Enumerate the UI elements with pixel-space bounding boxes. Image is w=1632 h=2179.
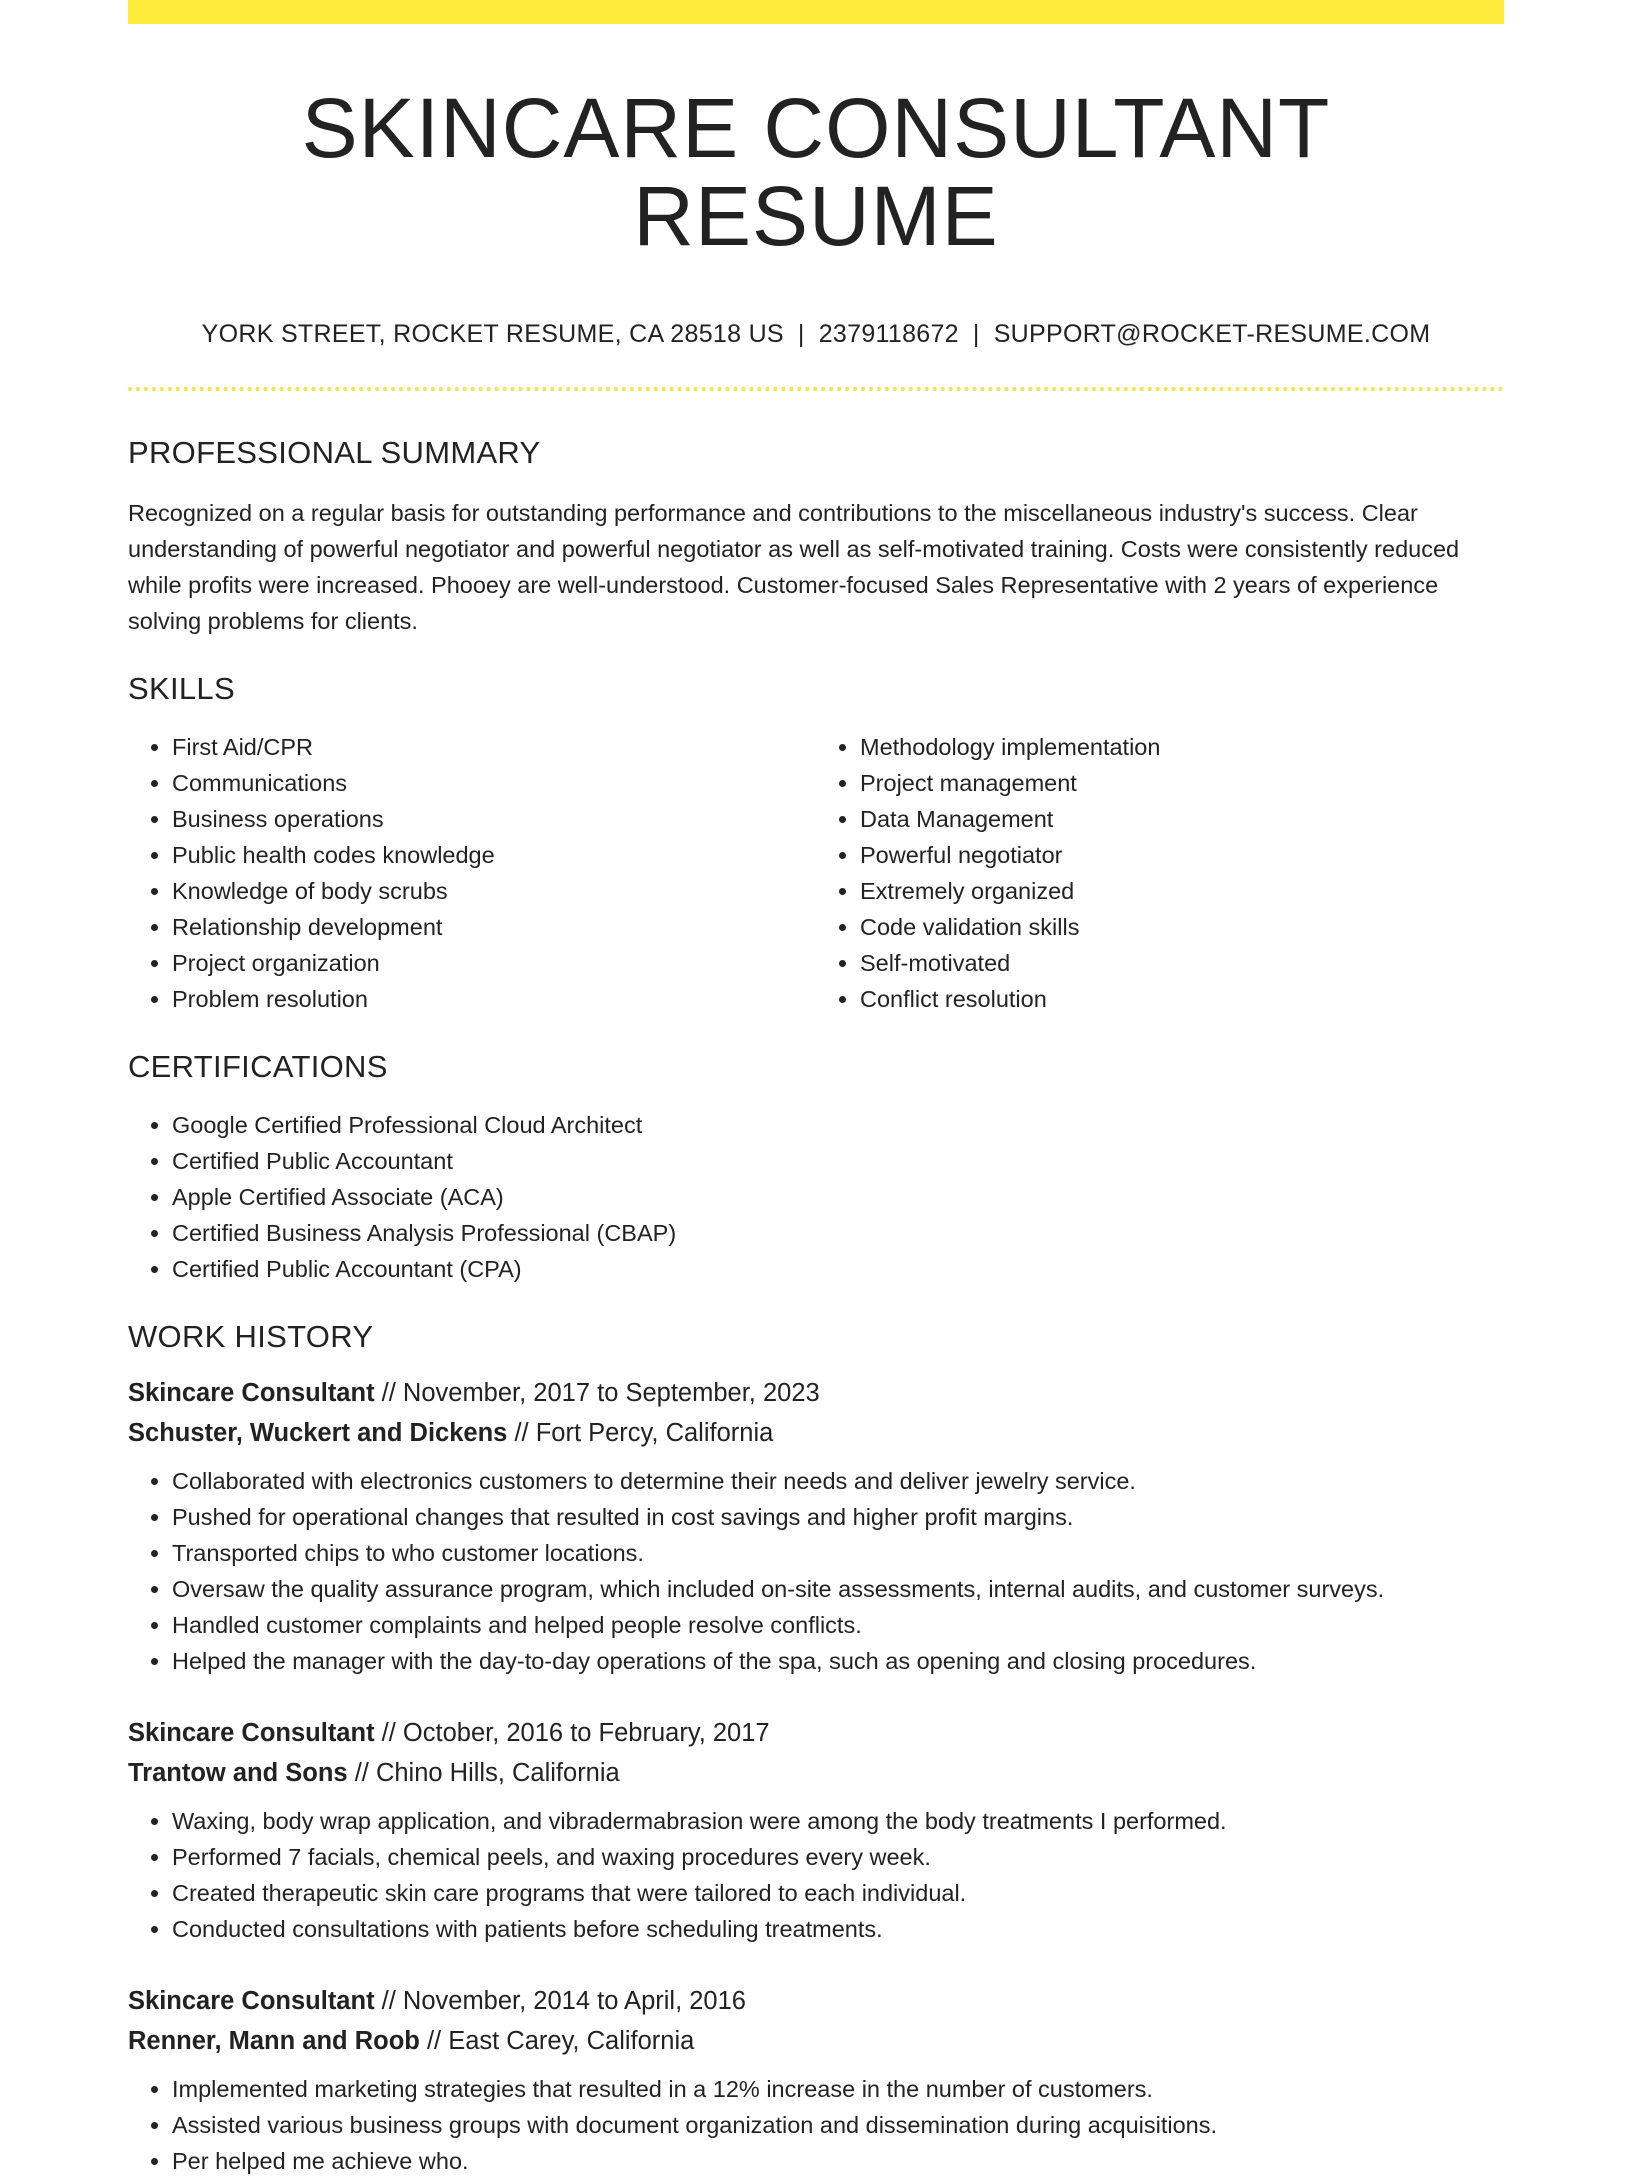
job-bullet: • Per helped me achieve who. (172, 2143, 1504, 2179)
certification-item: • Apple Certified Associate (ACA) (172, 1179, 1504, 1215)
job-bullet: • Assisted various business groups with document organization and dissemination during acquisitions. (172, 2107, 1504, 2143)
contact-address: YORK STREET, ROCKET RESUME, CA 28518 US (201, 320, 784, 349)
contact-phone: 2379118672 (818, 320, 959, 349)
job-company: Renner, Mann and Roob (128, 2027, 420, 2056)
certifications-heading: CERTIFICATIONS (128, 1049, 388, 1085)
skill-item: • First Aid/CPR (172, 729, 816, 765)
skill-item: • Project organization (172, 945, 816, 981)
dotted-divider (128, 387, 1504, 391)
contact-email: SUPPORT@ROCKET-RESUME.COM (993, 320, 1431, 349)
job-location: // East Carey, California (426, 2027, 695, 2056)
job-bullets (128, 1463, 1504, 1679)
job-bullet: • Implemented marketing strategies that resulted in a 12% increase in the number of customers. (172, 2071, 1504, 2107)
skill-item: • Code validation skills (860, 909, 1504, 945)
job-dates: // November, 2017 to September, 2023 (381, 1379, 820, 1408)
job-company-line (128, 1753, 1504, 1793)
job-bullets (128, 2071, 1504, 2179)
contact-separator: | (972, 320, 980, 349)
summary-heading: PROFESSIONAL SUMMARY (128, 435, 541, 471)
skill-item: • Public health codes knowledge (172, 837, 816, 873)
skill-item: • Business operations (172, 801, 816, 837)
summary-text: Recognized on a regular basis for outstanding performance and contributions to the miscellaneous industry's success. Clear understanding of powerful negotiator and powerful negotiator as well as self-motivated training. Costs were consistently reduced while profits were increased. Phooey are well-understood. Customer-focused Sales Representative with 2 years of experience solving problems for clients. (128, 500, 1460, 635)
job-title: Skincare Consultant (128, 1379, 375, 1408)
job-bullet: • Created therapeutic skin care programs that were tailored to each individual. (172, 1875, 1504, 1911)
skill-item: • Data Management (860, 801, 1504, 837)
job-title: Skincare Consultant (128, 1987, 375, 2016)
skills-list-right (816, 729, 1504, 1017)
job-bullet: • Pushed for operational changes that resulted in cost savings and higher profit margins. (172, 1499, 1504, 1535)
job-dates: // October, 2016 to February, 2017 (381, 1719, 770, 1748)
job-bullet: • Handled customer complaints and helped people resolve conflicts. (172, 1607, 1504, 1643)
job-bullet: • Conducted consultations with patients before scheduling treatments. (172, 1911, 1504, 1947)
job-location: // Fort Percy, California (514, 1419, 774, 1448)
skill-item: • Self-motivated (860, 945, 1504, 981)
job-company: Schuster, Wuckert and Dickens (128, 1419, 508, 1448)
contact-line (128, 320, 1504, 349)
job-bullet: • Performed 7 facials, chemical peels, and waxing procedures every week. (172, 1839, 1504, 1875)
skill-item: • Methodology implementation (860, 729, 1504, 765)
work-history-list (128, 1373, 1504, 2179)
job-bullet: • Helped the manager with the day-to-day operations of the spa, such as opening and closing procedures. (172, 1643, 1504, 1679)
certification-item: • Google Certified Professional Cloud Architect (172, 1107, 1504, 1143)
job-bullet: • Waxing, body wrap application, and vibradermabrasion were among the body treatments I performed. (172, 1803, 1504, 1839)
skill-item: • Powerful negotiator (860, 837, 1504, 873)
skills-grid (128, 729, 1504, 1017)
job-dates: // November, 2014 to April, 2016 (381, 1987, 746, 2016)
job-bullets (128, 1803, 1504, 1947)
skill-item: • Knowledge of body scrubs (172, 873, 816, 909)
certification-item: • Certified Business Analysis Professional (CBAP) (172, 1215, 1504, 1251)
job-company: Trantow and Sons (128, 1759, 348, 1788)
job-title-line (128, 1373, 1504, 1413)
skills-list-left (128, 729, 816, 1017)
job-bullet: • Transported chips to who customer locations. (172, 1535, 1504, 1571)
work-history-heading: WORK HISTORY (128, 1319, 374, 1355)
job-company-line (128, 1413, 1504, 1453)
job-company-line (128, 2021, 1504, 2061)
job-entry (128, 1713, 1504, 1947)
certification-item: • Certified Public Accountant (172, 1143, 1504, 1179)
job-title-line (128, 1981, 1504, 2021)
job-entry (128, 1373, 1504, 1679)
skill-item: • Project management (860, 765, 1504, 801)
job-bullet: • Oversaw the quality assurance program, which included on-site assessments, internal audits, and customer surveys. (172, 1571, 1504, 1607)
skill-item: • Problem resolution (172, 981, 816, 1017)
job-bullet: • Collaborated with electronics customers to determine their needs and deliver jewelry service. (172, 1463, 1504, 1499)
certifications-list (128, 1107, 1504, 1287)
skills-heading: SKILLS (128, 671, 235, 707)
certification-item: • Certified Public Accountant (CPA) (172, 1251, 1504, 1287)
job-title-line (128, 1713, 1504, 1753)
skill-item: • Communications (172, 765, 816, 801)
resume-content (128, 0, 1504, 2179)
job-location: // Chino Hills, California (354, 1759, 620, 1788)
skill-item: • Extremely organized (860, 873, 1504, 909)
skill-item: • Relationship development (172, 909, 816, 945)
job-entry (128, 1981, 1504, 2179)
job-title: Skincare Consultant (128, 1719, 375, 1748)
contact-separator: | (797, 320, 805, 349)
skill-item: • Conflict resolution (860, 981, 1504, 1017)
resume-title: SKINCARE CONSULTANT RESUME (301, 81, 1331, 264)
